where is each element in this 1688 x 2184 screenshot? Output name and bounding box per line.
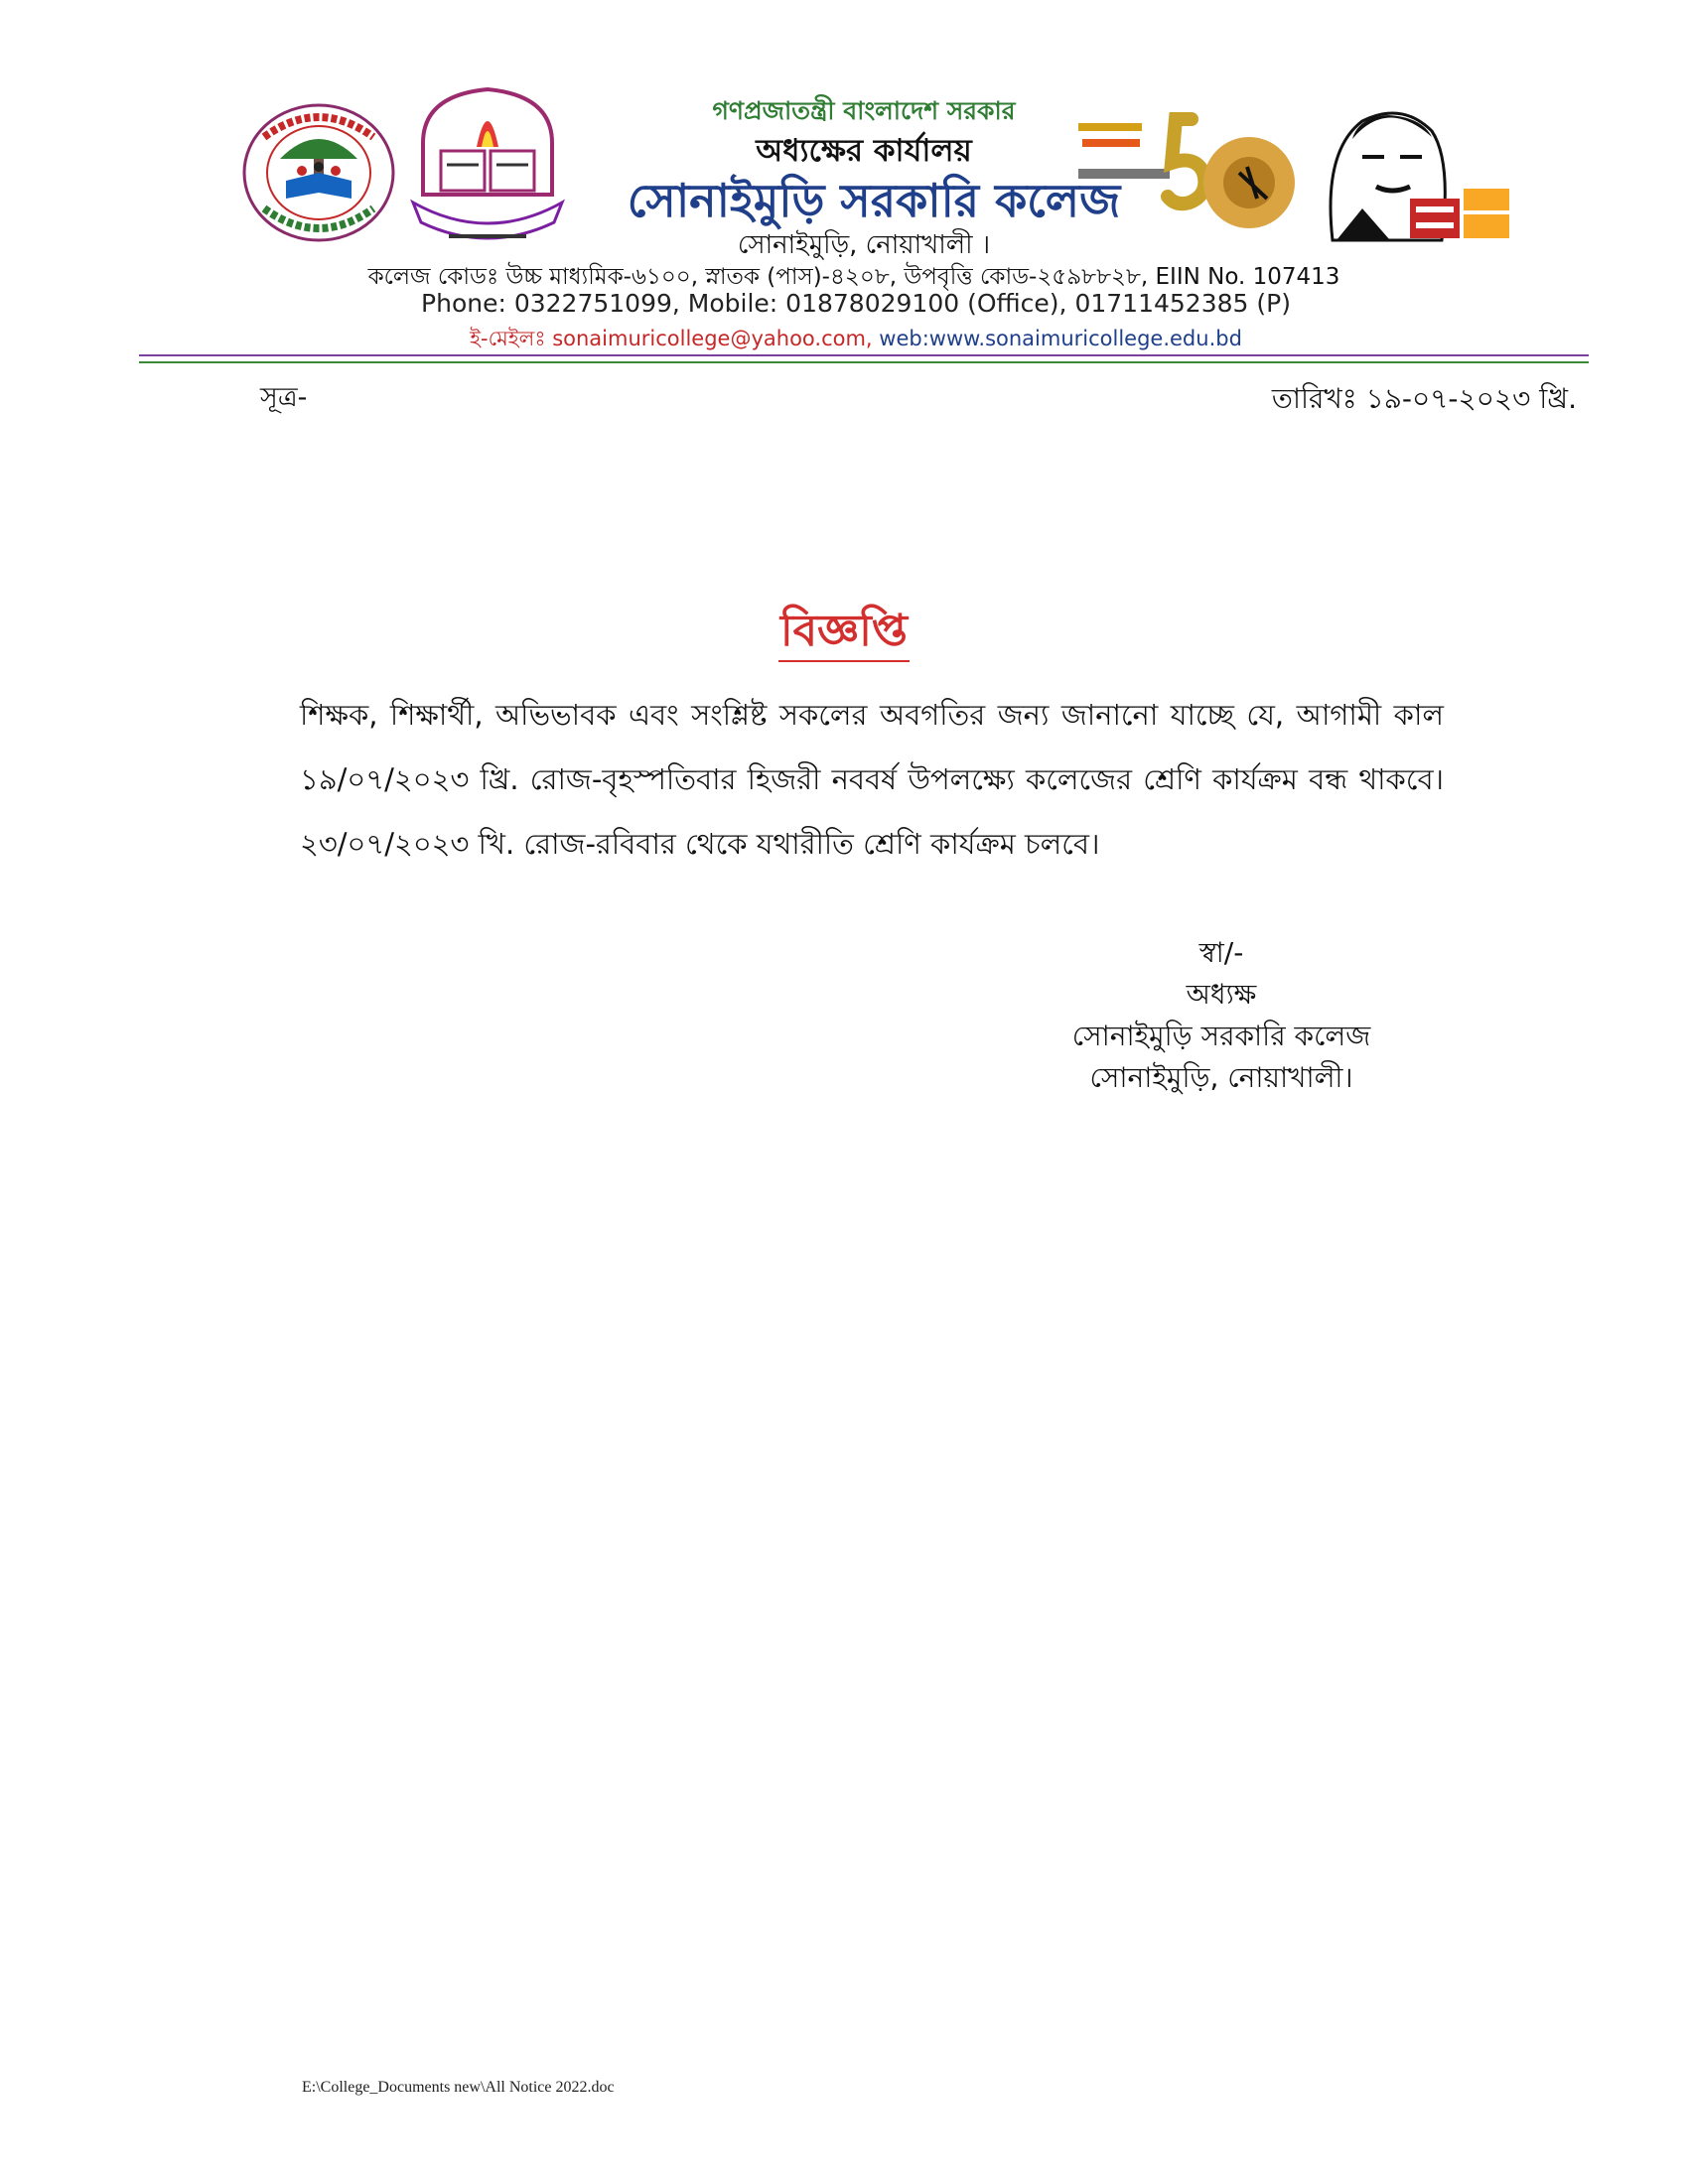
college-location: সোনাইমুড়ি, নোয়াখালী । [737, 230, 991, 260]
website-link[interactable]: web:www.sonaimuricollege.edu.bd [879, 327, 1242, 350]
email-label: ই-মেইলঃ [470, 327, 546, 350]
header-divider-purple [139, 354, 1589, 356]
college-codes: কলেজ কোডঃ উচ্চ মাধ্যমিক-৬১০০, স্নাতক (পাস)-৪২০৮, উপবৃত্তি কোড-২৫৯৮৮২৮, EIIN No. 107413 [367, 264, 1340, 290]
notice-date: তারিখঃ ১৯-০৭-২০২৩ খ্রি. [1271, 382, 1577, 415]
notice-body: শিক্ষক, শিক্ষার্থী, অভিভাবক এবং সংশ্লিষ্ট সকলের অবগতির জন্য জানানো যাচ্ছে যে, আগামী কাল ১৯/০৭/২০২৩ খ্রি. রোজ-বৃহস্পতিবার হিজরী নববর্ষ উপলক্ষ্যে কলেজের শ্রেণি কার্যক্রম বন্ধ থাকবে। ২৩/০৭/২০২৩ খি. রোজ-রবিবার থেকে যথারীতি শ্রেণি কার্যক্রম চলবে। [300, 698, 1444, 861]
signatory-college: সোনাইমুড়ি সরকারি কলেজ [1071, 1020, 1371, 1052]
signatory-place: সোনাইমুড়ি, নোয়াখালী। [1089, 1061, 1353, 1094]
email-address[interactable]: sonaimuricollege@yahoo.com, [552, 327, 873, 350]
notice-title [0, 598, 1688, 670]
signature-mark: স্বা/- [1198, 936, 1244, 969]
office-title: অধ্যক্ষের কার্যালয় [756, 133, 972, 169]
college-name: সোনাইমুড়ি সরকারি কলেজ [627, 174, 1121, 227]
signatory-designation: অধ্যক্ষ [1186, 978, 1257, 1011]
govt-name: গণপ্রজাতন্ত্রী বাংলাদেশ সরকার [712, 96, 1016, 125]
notice-title-text: বিজ্ঞপ্তি [778, 606, 910, 662]
contact-phone: Phone: 0322751099, Mobile: 01878029100 (Office), 01711452385 (P) [421, 289, 1291, 318]
contact-email-web [12, 323, 1688, 357]
reference-label: সূত্র- [260, 382, 308, 413]
document-file-path: E:\College_Documents new\All Notice 2022.doc [302, 2079, 615, 2096]
header-divider-green [139, 361, 1589, 363]
